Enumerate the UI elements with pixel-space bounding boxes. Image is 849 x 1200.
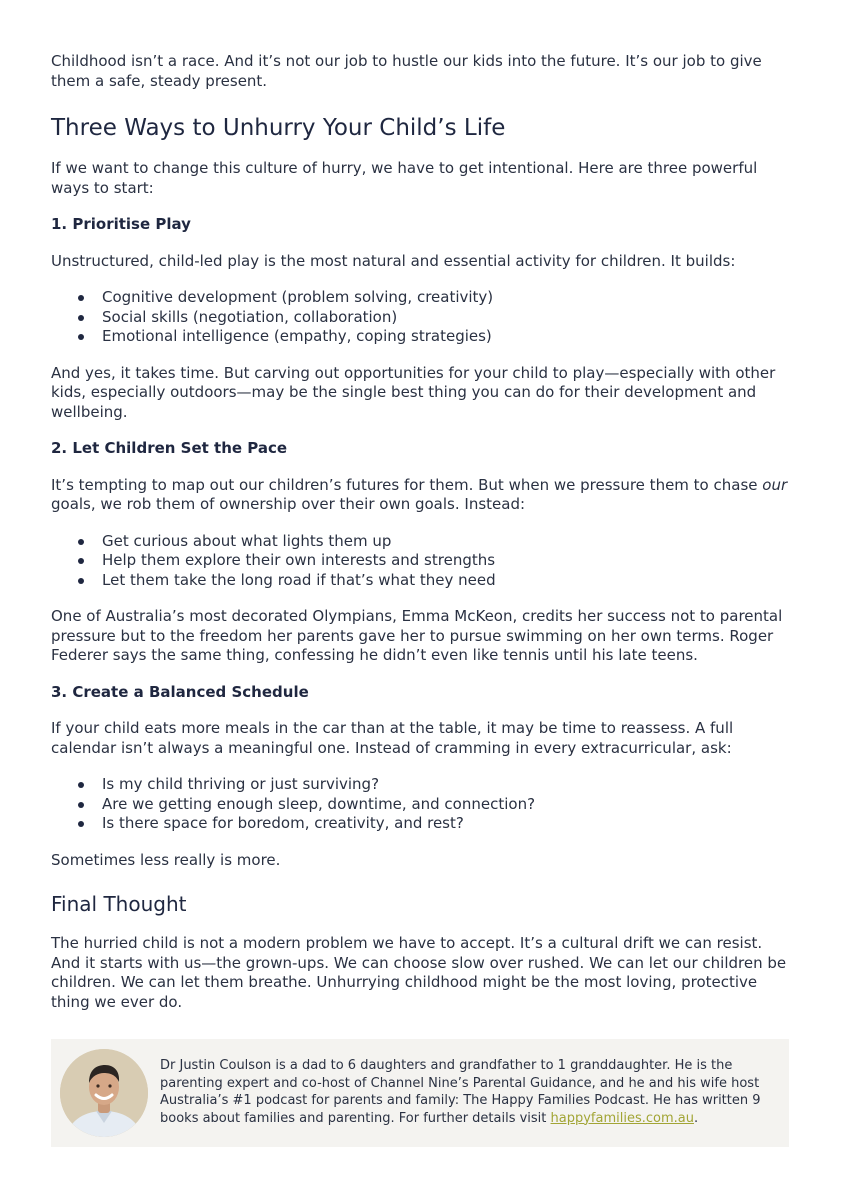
pace-intro-text-end: goals, we rob them of ownership over their own goals. Instead:: [51, 495, 526, 513]
play-benefits-list: [51, 288, 796, 347]
subheading-set-the-pace: 2. Let Children Set the Pace: [51, 439, 288, 457]
pace-intro-paragraph: [51, 476, 796, 515]
list-item: Emotional intelligence (empathy, coping strategies): [51, 327, 796, 347]
article-body: [51, 52, 796, 1012]
author-portrait-icon: [60, 1049, 148, 1137]
final-paragraph: The hurried child is not a modern problem we have to accept. It’s a cultural drift we can resist. And it starts with us—the grown-ups. We can choose slow over rushed. We can let our children be children. We can let them breathe. Unhurrying childhood might be the most loving, protective thing we ever do.: [51, 934, 787, 1011]
author-bio-box: [51, 1039, 789, 1147]
play-intro-paragraph: Unstructured, child-led play is the most natural and essential activity for children. It builds:: [51, 251, 736, 270]
intro-paragraph: Childhood isn’t a race. And it’s not our job to hustle our kids into the future. It’s our job to give them a safe, steady present.: [51, 52, 762, 90]
author-avatar: [60, 1049, 148, 1137]
list-item: Is my child thriving or just surviving?: [51, 775, 796, 795]
pace-tips-list: [51, 532, 796, 591]
list-item: Get curious about what lights them up: [51, 532, 796, 552]
list-item: Is there space for boredom, creativity, and rest?: [51, 814, 796, 834]
play-after-paragraph: And yes, it takes time. But carving out opportunities for your child to play—especially with other kids, especially outdoors—may be the single best thing you can do for their development and wellbeing.: [51, 363, 776, 421]
section-heading-final-thought: Final Thought: [51, 892, 187, 916]
schedule-questions-list: [51, 775, 796, 834]
subheading-balanced-schedule: 3. Create a Balanced Schedule: [51, 682, 309, 701]
list-item: Cognitive development (problem solving, creativity): [51, 288, 796, 308]
section-heading-three-ways: Three Ways to Unhurry Your Child’s Life: [51, 115, 506, 141]
author-bio-text: [160, 1057, 780, 1127]
pace-after-paragraph: One of Australia’s most decorated Olympians, Emma McKeon, credits her success not to parental pressure but to the freedom her parents gave her to pursue swimming on her own terms. Roger Federer says the same thing, confessing he didn’t even like tennis until his late teens.: [51, 607, 783, 664]
happyfamilies-link[interactable]: happyfamilies.com.au: [550, 1110, 694, 1126]
pace-intro-text: It’s tempting to map out our children’s futures for them. But when we pressure them to chase: [51, 475, 763, 494]
schedule-intro-paragraph: If your child eats more meals in the car than at the table, it may be time to reassess. A full calendar isn’t always a meaningful one. Instead of cramming in every extracurricular, ask:: [51, 719, 734, 757]
list-item: Help them explore their own interests and strengths: [51, 551, 796, 571]
pace-intro-emphasis: our: [762, 475, 788, 494]
author-bio-body: Dr Justin Coulson is a dad to 6 daughters and grandfather to 1 granddaughter. He is the parenting expert and co-host of Channel Nine’s Parental Guidance, and he and his wife host Australia’s #1 podcast for parents and family: The Happy Families Podcast. He has written 9 books about families and parenting. For further details visit: [160, 1058, 761, 1126]
list-item: Are we getting enough sleep, downtime, and connection?: [51, 795, 796, 815]
main-intro-paragraph: If we want to change this culture of hurry, we have to get intentional. Here are three powerful ways to start:: [51, 159, 758, 197]
schedule-after-paragraph: Sometimes less really is more.: [51, 850, 281, 869]
author-bio-period: .: [693, 1110, 699, 1126]
subheading-prioritise-play: 1. Prioritise Play: [51, 215, 191, 233]
list-item: Social skills (negotiation, collaboration): [51, 308, 796, 328]
list-item: Let them take the long road if that’s what they need: [51, 571, 796, 591]
